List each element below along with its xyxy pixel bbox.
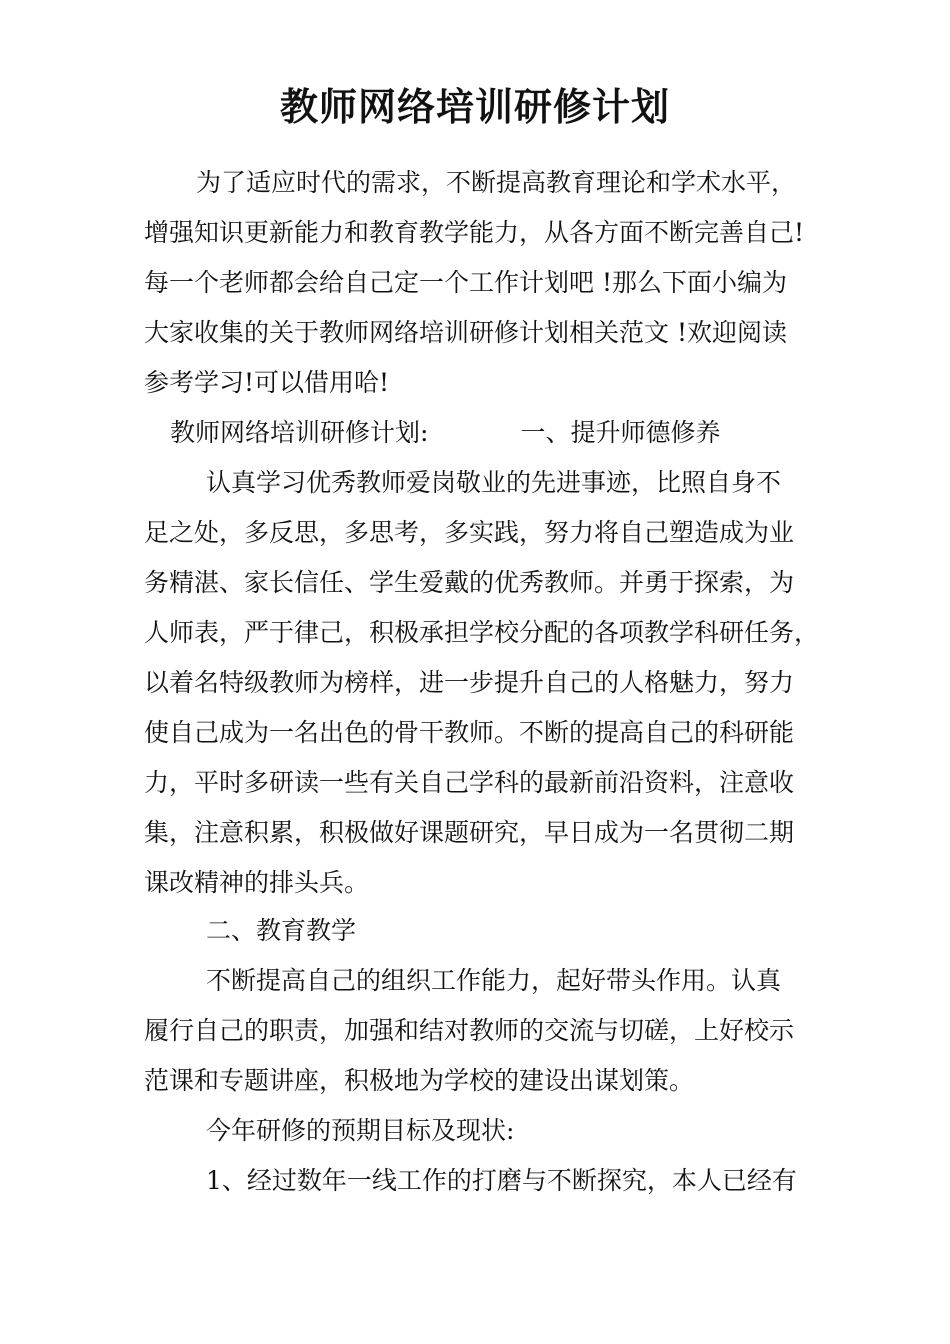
paragraph-line: 力，平时多研读一些有关自己学科的最新前沿资料，注意收 (144, 768, 795, 797)
document-title: 教师网络培训研修计划 (279, 85, 670, 129)
paragraph-line: 务精湛、家长信任、学生爱戴的优秀教师。并勇于探索，为 (144, 568, 795, 597)
paragraph-line: 大家收集的关于教师网络培训研修计划相关范文 !欢迎阅读 (144, 318, 787, 347)
paragraph-line: 认真学习优秀教师爱岗敬业的先进事迹，比照自身不 (206, 468, 782, 497)
section-heading-1: 一、提升师德修养 (520, 418, 721, 447)
paragraph-line: 增强知识更新能力和教育教学能力，从各方面不断完善自己! (144, 218, 805, 247)
paragraph-line: 不断提高自己的组织工作能力，起好带头作用。认真 (206, 966, 782, 995)
paragraph-line: 为了适应时代的需求，不断提高教育理论和学术水平， (196, 168, 797, 197)
paragraph-line: 集，注意积累，积极做好课题研究，早日成为一名贯彻二期 (144, 818, 795, 847)
paragraph-line: 人师表，严于律己，积极承担学校分配的各项教学科研任务， (144, 618, 820, 647)
paragraph-line: 每一个老师都会给自己定一个工作计划吧 !那么下面小编为 (144, 268, 787, 297)
paragraph-line: 参考学习!可以借用哈! (144, 368, 390, 397)
paragraph-line: 范课和专题讲座，积极地为学校的建设出谋划策。 (144, 1066, 695, 1095)
section-heading-2: 二、教育教学 (206, 916, 357, 945)
paragraph-line: 使自己成为一名出色的骨干教师。不断的提高自己的科研能 (144, 718, 795, 747)
paragraph-line: 1、经过数年一线工作的打磨与不断探究，本人已经有 (206, 1166, 797, 1195)
paragraph-line: 履行自己的职责，加强和结对教师的交流与切磋，上好校示 (144, 1016, 795, 1045)
plan-label: 教师网络培训研修计划: (170, 418, 429, 447)
paragraph-line: 足之处，多反思，多思考，多实践，努力将自己塑造成为业 (144, 518, 795, 547)
section-line (170, 416, 720, 450)
subheading-goals: 今年研修的预期目标及现状: (206, 1116, 515, 1145)
paragraph-line: 以着名特级教师为榜样，进一步提升自己的人格魅力，努力 (144, 668, 795, 697)
paragraph-line: 课改精神的排头兵。 (144, 868, 370, 897)
